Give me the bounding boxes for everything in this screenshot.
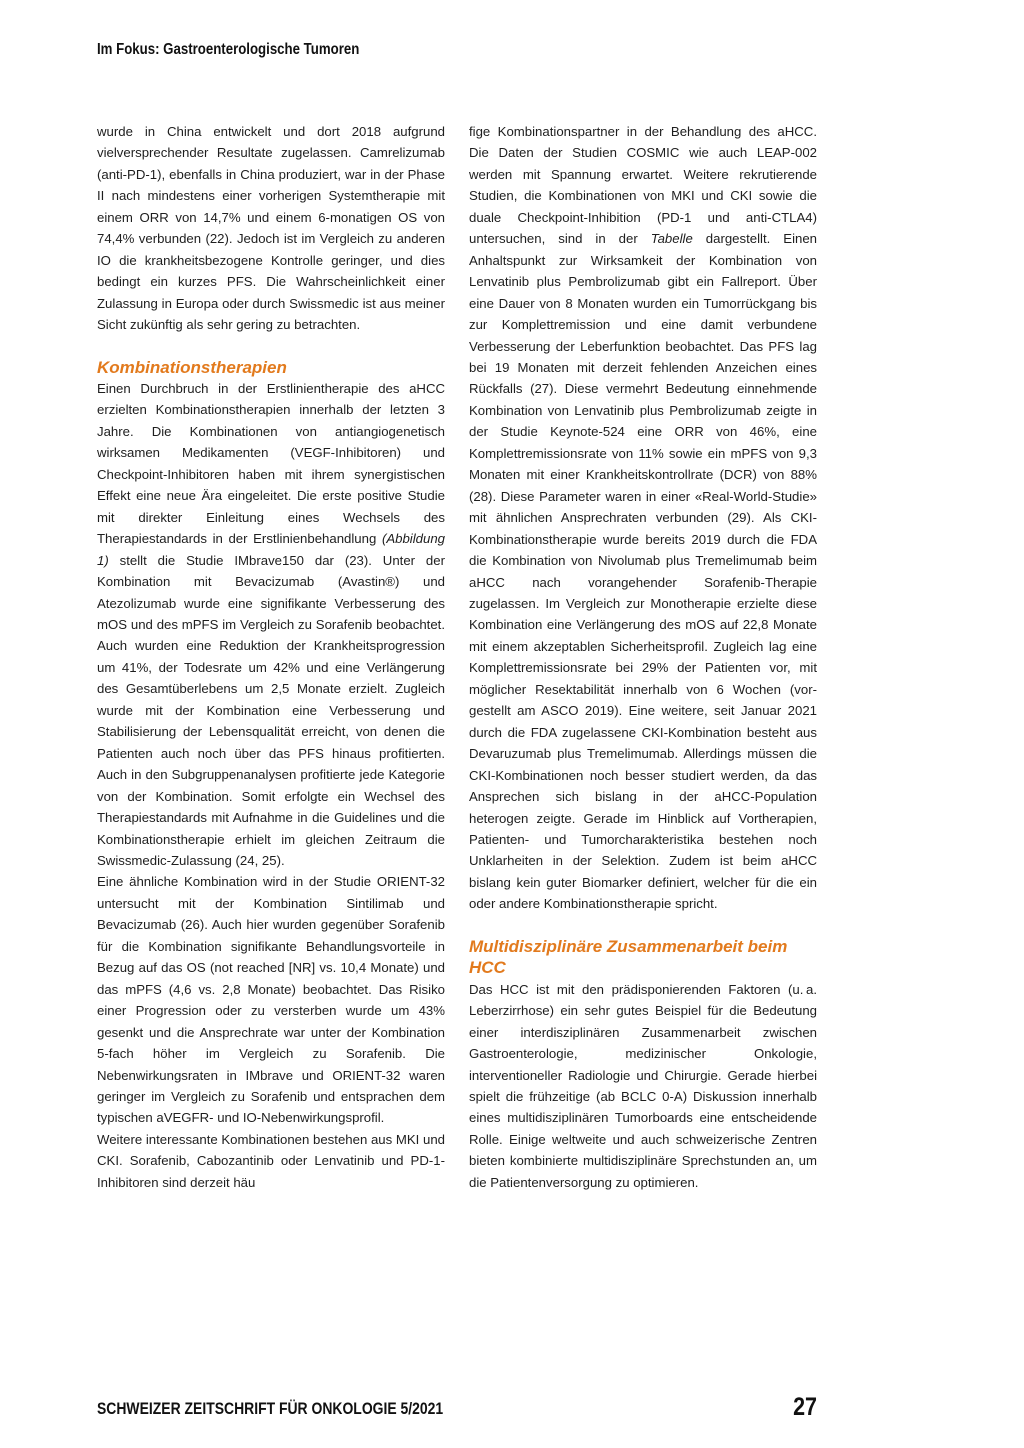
right-column xyxy=(469,121,817,1193)
paragraph: Das HCC ist mit den prädisponierenden Faktoren (u. a. Leberzirrhose) ein sehr gutes Beispiel für die Bedeutung einer interdisziplinären Zusammenarbeit zwischen Gastroenterologie, medizinischer Onkologie, interventioneller Radiologie und Chirurgie. Gerade hierbei spielt die frühzeitige (ab BCLC 0-A) Diskussion innerhalb eines multidisziplinären Tumorboards eine entscheidende Rolle. Einige weltweite und auch schweizerische Zentren bieten kombinierte multidisziplinäre Sprechstunden an, um die Patientenversorgung zu optimieren. xyxy=(469,981,817,1190)
paragraph: fige Kombinationspartner in der Behandlung des aHCC. Die Daten der Studien COSMIC wie auch LEAP-002 werden mit Spannung erwartet. Weitere rekrutierende Studien, die Kombinationen von MKI und CKI sowie die duale Checkpoint-Inhibition (PD-1 und anti-CTLA4) untersuchen, sind in der Tabelle dargestellt. Einen Anhaltspunkt zur Wirksamkeit der Kombination von Lenvatinib plus Pembrolizumab gibt ein Fallreport. Über eine Dauer von 8 Monaten wurden ein Tumorrückgang bis zur Komplettremission und eine damit verbundene Verbesserung der Leberfunktion beobachtet. Das PFS lag bei 19 Monaten mit derzeit fehlenden Anzeichen eines Rückfalls (27). Diese vermehrt Bedeutung einnehmende Kombination von Lenvatinib plus Pembrolizumab zeigte in der Studie Keynote-524 eine ORR von 46%, eine Komplettremissionsrate von 11% sowie ein mPFS von 9,3 Monaten mit einer Krankheitskontrollrate (DCR) von 88% (28). Diese Parameter waren in einer «Real-World-Studie» mit ähnlichen Ansprechraten verbunden (29). Als CKI-Kombinationstherapie wurde bereits 2019 durch die FDA die Kombination von Nivolumab plus Tremelimumab beim aHCC nach vorangehender Sorafenib-Therapie zugelassen. Im Vergleich zur Monotherapie erzielte diese Kombination eine Verlängerung des mOS auf 22,8 Monate mit einem akzeptablen Sicherheitsprofil. Zugleich lag eine Komplettremissionsrate bei 29% der Patienten vor, mit möglicher Resektabilität innerhalb von 6 Wochen (vorgestellt am ASCO 2019). Eine weitere, seit Januar 2021 durch die FDA zugelassene CKI-Kombination besteht aus Devaruzumab plus Tremelimumab. Allerdings müssen die CKI-Kombinationen noch besser studiert werden, da das Ansprechen sich bislang in der aHCC-Population heterogen zeigte. Gerade im Hinblick auf Vortherapien, Patienten- und Tumorcharakteristika bestehen noch Unklarheiten in der Selektion. Zudem ist beim aHCC bislang kein guter Biomarker definiert, welcher für die ein oder andere Kombinationstherapie spricht. xyxy=(469,124,817,912)
italic-reference: Tabelle xyxy=(650,231,693,247)
page-number: 27 xyxy=(793,1393,817,1421)
paragraph: Eine ähnliche Kombination wird in der Studie ORIENT-32 untersucht mit der Kombination Sintilimab und Bevacizumab (26). Auch hier wurden gegenüber Sorafenib für die Kombination signifikante Behandlungsvorteile in Bezug auf das OS (not reached [NR] vs. 10,4 Monate) und das mPFS (4,6 vs. 2,8 Monate) beobachtet. Das Risiko einer Progression oder zu versterben wurde um 43% gesenkt und die Ansprechrate war unter der Kombination 5-fach höher im Vergleich zu Sorafenib. Die Nebenwirkungsraten in IMbrave und ORIENT-32 waren geringer im Vergleich zu Sorafenib und entsprachen dem typischen aVEGFR- und IO-Nebenwirkungsprofil. xyxy=(97,874,445,1126)
italic-reference: (Abbildung 1) xyxy=(97,531,445,568)
section-heading-kombinationstherapien: Kombinationstherapien xyxy=(97,357,287,377)
footer-journal-title: SCHWEIZER ZEITSCHRIFT FÜR ONKOLOGIE 5/2021 xyxy=(97,1399,444,1418)
paragraph: wurde in China entwickelt und dort 2018 aufgrund vielversprechender Resultate zugelassen. Camrelizumab (anti-PD-1), ebenfalls in China produziert, war in der Phase II nach mindestens einer vorherigen Systemtherapie mit einem ORR von 14,7% und einem 6-monatigen OS von 74,4% verbunden (22). Jedoch ist im Vergleich zu anderen IO die krankheitsbezogene Kontrolle geringer, und dies bedingt ein kurzes PFS. Die Wahrscheinlichkeit einer Zulassung in Europa oder durch Swissmedic ist aus meiner Sicht zukünftig als sehr gering zu betrachten. xyxy=(97,124,445,333)
section-heading-multidisziplinaer: Multidisziplinäre Zusammenarbeit beim HCC xyxy=(469,936,788,978)
running-head-title: Im Fokus: Gastroenterologische Tumoren xyxy=(97,41,360,58)
left-column xyxy=(97,121,445,1193)
paragraph: Weitere interessante Kombinationen bestehen aus MKI und CKI. Sorafenib, Cabozantinib oder Lenvatinib und PD-1-Inhibitoren sind derzeit häu xyxy=(97,1131,445,1190)
paragraph: Einen Durchbruch in der Erstlinientherapie des aHCC erzielten Kombinationstherapien innerhalb der letzten 3 Jahre. Die Kombinationen von antiangiogenetisch wirksamen Medikamenten (VEGF-Inhibitoren) und Checkpoint-Inhibitoren haben mit ihrem synergistischen Effekt eine neue Ära eingeleitet. Die erste positive Studie mit direkter Einleitung eines Wechsels des Therapiestandards in der Erstlinienbehandlung (Abbildung 1) stellt die Studie IMbrave150 dar (23). Unter der Kombination mit Bevacizumab (Avastin®) und Atezolizumab wurde eine signifikante Verbesserung des mOS und des mPFS im Vergleich zu Sorafenib beobachtet. Auch wurden eine Reduktion der Krankheitsprogression um 41%, der Todesrate um 42% und eine Verlängerung des Gesamtüberlebens um 2,5 Monate erzielt. Zugleich wurde mit der Kombination eine Verbesserung und Stabilisierung der Lebensqualität erreicht, von denen die Patienten auch noch über das PFS hinaus profitierten. Auch in den Subgruppenanalysen profitierte jede Kategorie von der Kombination. Somit erfolgte ein Wechsel des Therapiestandards mit Aufnahme in die Guidelines und die Kombinationstherapie erhielt im gleichen Zeitraum die Swissmedic-Zulassung (24, 25). xyxy=(97,381,445,868)
